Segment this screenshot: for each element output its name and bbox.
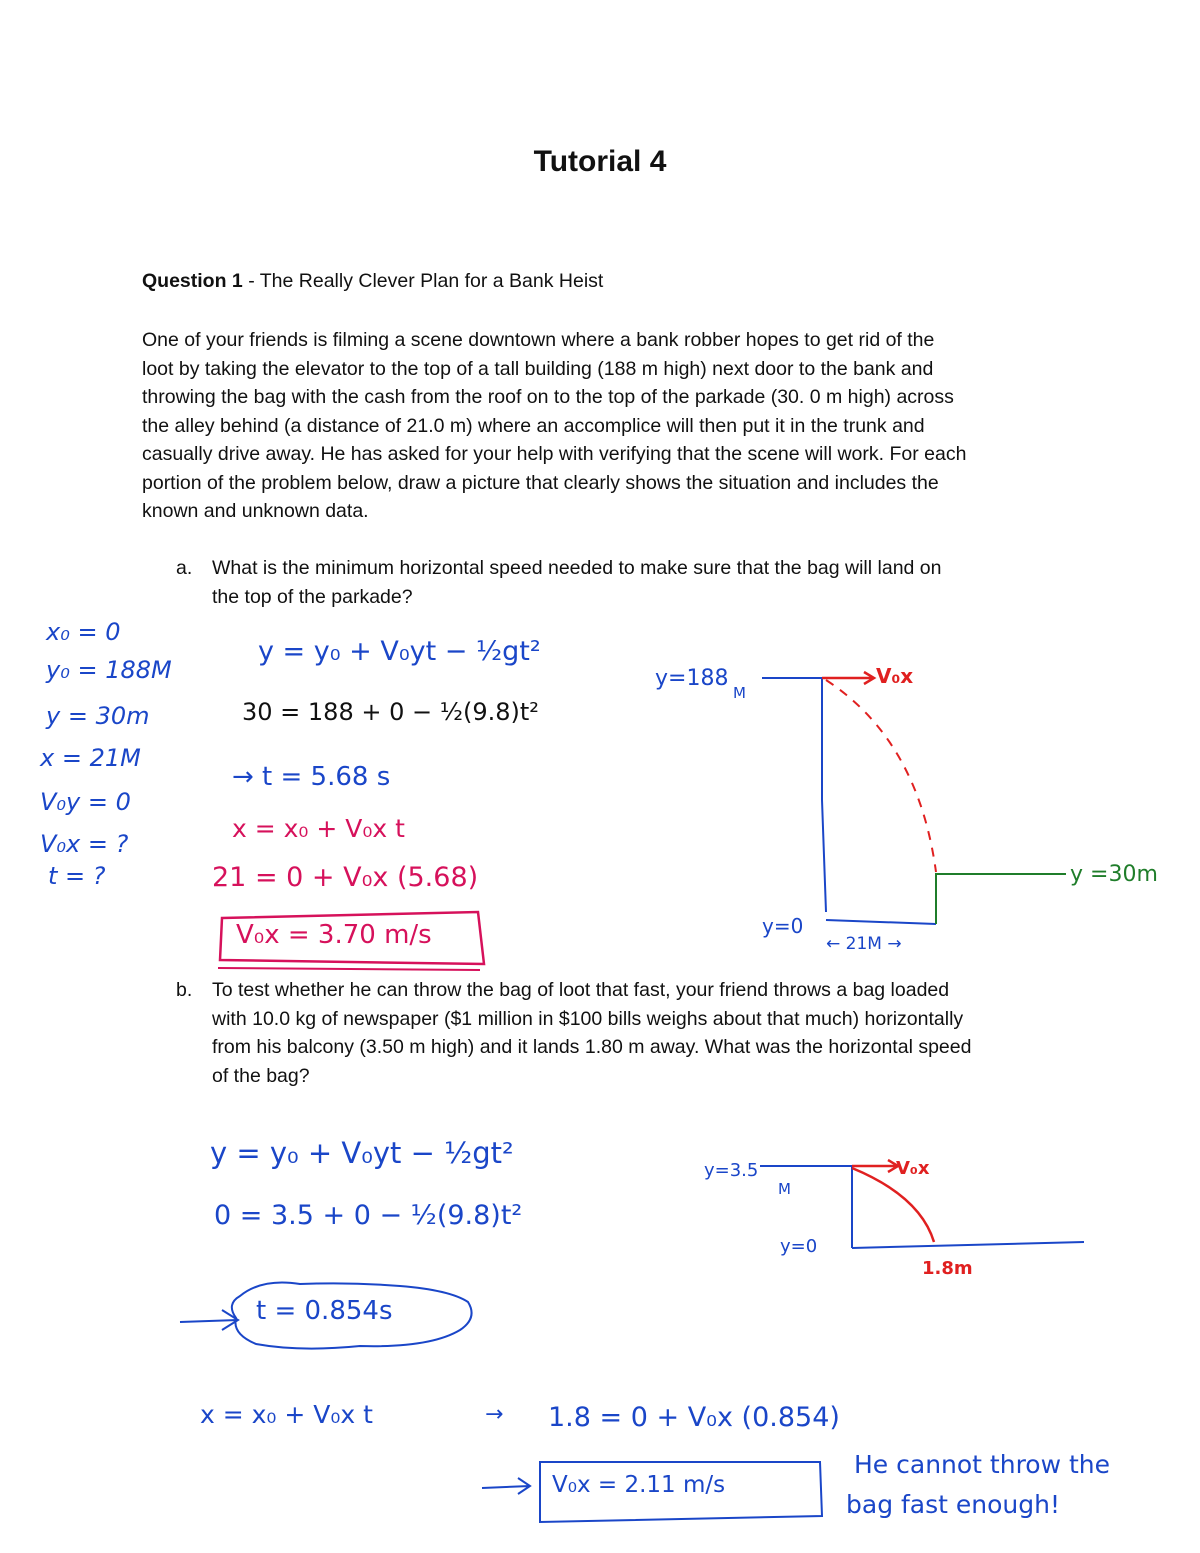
diagram-b-ground-label: y=0 — [780, 1236, 818, 1257]
known-t: t = ? — [48, 862, 106, 890]
known-y: y = 30m — [46, 702, 150, 730]
diagram-b-top-unit: M — [778, 1180, 791, 1198]
work-a-eq2: 30 = 188 + 0 − ½(9.8)t² — [242, 698, 539, 726]
diagram-b-ground — [852, 1242, 1084, 1248]
part-a-line: What is the minimum horizontal speed needed to make sure that the bag will land on — [212, 557, 942, 579]
diagram-a-ground — [826, 920, 936, 924]
part-b-line: with 10.0 kg of newspaper ($1 million in $100 bills weighs about that much) horizontally — [212, 1007, 964, 1030]
part-a-line: the top of the parkade? — [212, 585, 413, 608]
known-y0: y₀ = 188M — [46, 656, 172, 684]
work-b-arrow: → — [485, 1402, 504, 1427]
part-b-line: from his balcony (3.50 m high) and it lands 1.80 m away. What was the horizontal speed — [212, 1036, 972, 1058]
part-b-line: To test whether he can throw the bag of loot that fast, your friend throws a bag loaded — [212, 979, 950, 1001]
work-a-answer: V₀x = 3.70 m/s — [236, 920, 432, 950]
answer-b-arrow — [482, 1478, 530, 1494]
paragraph-line: One of your friends is filming a scene downtown where a bank robber hopes to get rid of the — [142, 329, 935, 351]
diagram-a-building-wall — [822, 678, 826, 912]
known-v0x: V₀x = ? — [40, 830, 129, 858]
paragraph-line: portion of the problem below, draw a picture that clearly shows the situation and includes the — [142, 471, 939, 494]
work-b-eq1: y = y₀ + V₀yt − ½gt² — [210, 1136, 514, 1170]
page-title: Tutorial 4 — [533, 145, 667, 178]
diagram-a-parkade — [936, 874, 1066, 924]
part-b-letter: b. — [176, 979, 193, 1001]
known-v0y: V₀y = 0 — [40, 788, 131, 816]
answer-b-box — [540, 1462, 822, 1522]
work-b-eq2: 0 = 3.5 + 0 − ½(9.8)t² — [214, 1200, 523, 1231]
work-b-eq4: 1.8 = 0 + V₀x (0.854) — [548, 1402, 840, 1433]
diagram-b-velocity-label: V₀x — [896, 1158, 930, 1179]
diagram-a-distance-label: ← 21M → — [826, 934, 902, 954]
answer-t-arrow — [180, 1310, 238, 1330]
answer-a-box — [220, 912, 484, 964]
known-x0: x₀ = 0 — [46, 618, 121, 646]
diagram-a-velocity-label: V₀x — [876, 664, 914, 688]
part-b-line: of the bag? — [212, 1064, 310, 1087]
diagram-b-top-label: y=3.5 — [704, 1160, 759, 1181]
work-b-answer-t: t = 0.854s — [256, 1296, 393, 1326]
part-a-letter: a. — [176, 557, 193, 579]
known-x: x = 21M — [40, 744, 141, 772]
question-title: - The Really Clever Plan for a Bank Heist — [242, 270, 604, 292]
diagram-b-trajectory — [852, 1168, 934, 1242]
paragraph-line: the alley behind (a distance of 21.0 m) where an accomplice will then put it in the trunk and — [142, 414, 925, 437]
diagram-b-distance-label: 1.8m — [922, 1258, 973, 1279]
work-a-eq1: y = y₀ + V₀yt − ½gt² — [258, 636, 541, 667]
diagram-a-top-unit: M — [733, 684, 746, 702]
paragraph-line: loot by taking the elevator to the top of a tall building (188 m high) next door to the bank and — [142, 357, 934, 380]
conclusion-line-2: bag fast enough! — [846, 1490, 1061, 1519]
diagram-a-top-label: y=188 — [655, 666, 729, 691]
paragraph-line: known and unknown data. — [142, 500, 369, 522]
answer-a-underline — [218, 968, 480, 970]
work-a-eq5: 21 = 0 + V₀x (5.68) — [212, 862, 479, 893]
paragraph-line: throwing the bag with the cash from the roof on to the top of the parkade (30. 0 m high) across — [142, 386, 954, 408]
diagram-a-parkade-label: y =30m — [1070, 862, 1158, 887]
work-b-eq3: x = x₀ + V₀x t — [200, 1400, 373, 1429]
work-a-eq3: → t = 5.68 s — [232, 762, 391, 792]
conclusion-line-1: He cannot throw the — [854, 1450, 1111, 1479]
diagram-a-ground-label: y=0 — [762, 914, 804, 938]
answer-t-cloud — [232, 1283, 472, 1349]
paragraph-line: casually drive away. He has asked for your help with verifying that the scene will work. For each — [142, 443, 967, 465]
work-a-eq4: x = x₀ + V₀x t — [232, 814, 405, 843]
question-label: Question 1 — [142, 270, 243, 292]
work-b-answer: V₀x = 2.11 m/s — [552, 1472, 726, 1498]
diagram-a-trajectory — [826, 680, 936, 872]
